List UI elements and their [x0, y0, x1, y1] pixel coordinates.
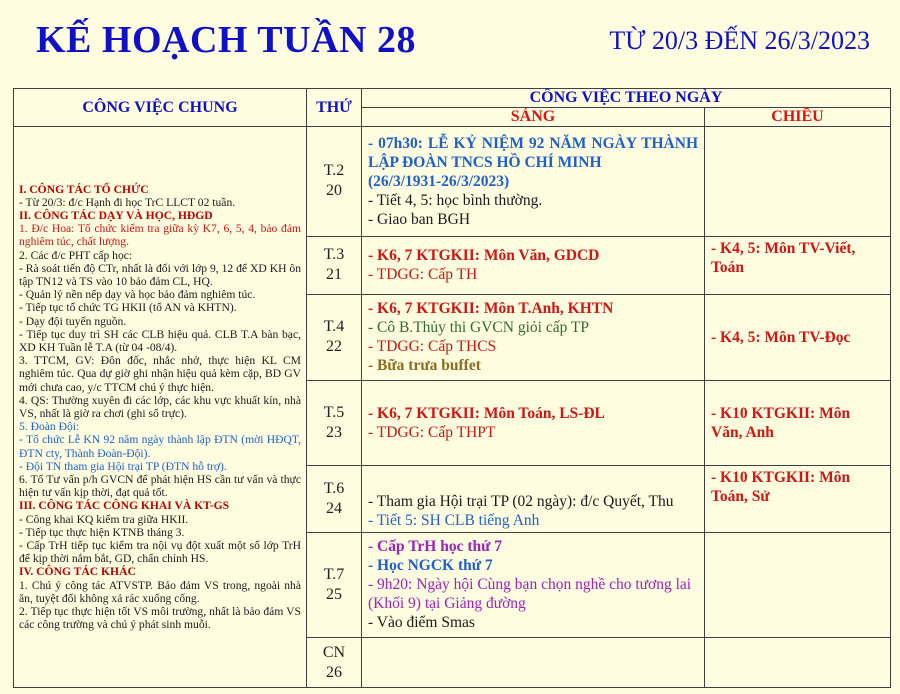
morning-task: - 9h20: Ngày hội Cùng bạn chọn nghề cho tương lai (Khối 9) tại Giảng đường [368, 576, 692, 613]
afternoon-cell [705, 465, 891, 532]
morning-task: - Tiết 4, 5: học bình thường. [368, 191, 543, 209]
general-tasks-cell [14, 127, 307, 688]
general-task-line: 1. Chú ý công tác ATVSTP. Bảo đảm VS trong, ngoài nhà ăn, tuyệt đối không xả rác xuống cống. [19, 578, 301, 605]
morning-task: - TDGG: Cấp THPT [368, 423, 496, 441]
day-cell [307, 465, 362, 532]
afternoon-task: - K4, 5: Môn TV-Viết, Toán [711, 239, 856, 276]
morning-header: SÁNG [362, 108, 705, 127]
general-task-line: - Rà soát tiến độ CTr, nhất là đối với lớp 9, 12 để XD KH ôn tập TN12 và TS vào 10 bảo đảm CL, HQ. [19, 261, 301, 288]
morning-cell [362, 465, 705, 532]
day-column-header: THỨ [307, 89, 362, 127]
general-task-line: - Tiếp tục tổ chức TG HKII (tổ AN và KHTN). [19, 301, 237, 315]
afternoon-cell [705, 127, 891, 237]
general-task-line: - Cấp TrH tiếp tục kiểm tra nội vụ đột xuất một số lớp TrH để kịp thời nắm bắt, GD, chấn chỉnh HS. [19, 539, 301, 566]
morning-task: - K6, 7 KTGKII: Môn T.Anh, KHTN [368, 300, 614, 318]
afternoon-cell [705, 380, 891, 465]
morning-task: - Giao ban BGH [368, 210, 471, 228]
morning-cell [362, 295, 705, 380]
general-task-line: - Dạy đội tuyển nguồn. [19, 314, 127, 328]
day-date: 24 [326, 499, 342, 517]
afternoon-cell [705, 638, 891, 688]
day-name: T.3 [323, 246, 345, 264]
general-task-line: - Tiếp tục duy trì SH các CLB hiệu quả. CLB T.A bàn bạc, XD KH Tuần lễ T.A (từ 04 -08/4). [19, 327, 301, 354]
general-task-line: - Từ 20/3: đ/c Hạnh đi học TrC LLCT 02 tuần. [19, 195, 236, 209]
afternoon-task: - K10 KTGKII: Môn Văn, Anh [711, 404, 851, 441]
day-date: 26 [326, 663, 342, 681]
morning-task: - K6, 7 KTGKII: Môn Toán, LS-ĐL [368, 404, 605, 422]
general-task-line: - Quản lý nền nếp dạy và học bảo đảm nghiêm túc. [19, 288, 256, 302]
page-title: KẾ HOẠCH TUẦN 28 [36, 19, 416, 61]
morning-task: - Cô B.Thủy thi GVCN giỏi cấp TP [368, 319, 590, 337]
general-section-heading: II. CÔNG TÁC DẠY VÀ HỌC, HĐGD [19, 208, 213, 222]
morning-task: - 07h30: LỄ KỶ NIỆM 92 NĂM NGÀY THÀNH LẬP ĐOÀN TNCS HỒ CHÍ MINH [368, 134, 698, 171]
afternoon-cell [705, 295, 891, 380]
afternoon-header: CHIỀU [705, 108, 891, 127]
morning-task: - Tham gia Hội trại TP (02 ngày): đ/c Quyết, Thu [368, 492, 674, 510]
general-task-line: 5. Đoàn Đội: [19, 420, 80, 434]
day-cell [307, 127, 362, 237]
afternoon-task: - K10 KTGKII: Môn Toán, Sử [711, 468, 851, 505]
general-task-line: 2. Các đ/c PHT cấp học: [19, 248, 133, 262]
morning-task: - TDGG: Cấp THCS [368, 338, 497, 356]
day-name: T.7 [323, 565, 345, 583]
morning-task: - Học NGCK thứ 7 [368, 557, 493, 575]
general-task-line: - Tổ chức Lễ KN 92 năm ngày thành lập ĐTN (mời HĐQT, ĐTN cty, Thành Đoàn-Đội). [19, 433, 301, 460]
day-cell [307, 295, 362, 380]
afternoon-cell [705, 532, 891, 638]
afternoon-cell [705, 236, 891, 295]
morning-cell [362, 532, 705, 638]
weekly-plan-table [13, 88, 891, 688]
day-cell [307, 638, 362, 688]
general-section-heading: I. CÔNG TÁC TỔ CHỨC [19, 182, 149, 196]
general-task-line: - Công khai KQ kiểm tra giữa HKII. [19, 512, 189, 526]
general-task-line: 6. Tổ Tư vấn p/h GVCN để phát hiện HS cần tư vấn và thực hiện tư vấn kịp thời, đạt quả tốt. [19, 473, 301, 500]
morning-cell [362, 638, 705, 688]
day-name: T.2 [323, 162, 345, 180]
general-task-line: - Đội TN tham gia Hội trại TP (ĐTN hỗ trợ). [19, 459, 227, 473]
daily-tasks-header: CÔNG VIỆC THEO NGÀY [362, 89, 891, 108]
day-date: 22 [326, 338, 342, 356]
afternoon-task: - K4, 5: Môn TV-Đọc [711, 328, 851, 346]
morning-task: - TDGG: Cấp TH [368, 266, 478, 284]
day-name: T.6 [323, 479, 345, 497]
morning-task: - Tiết 5: SH CLB tiếng Anh [368, 511, 540, 529]
morning-task: - K6, 7 KTGKII: Môn Văn, GDCD [368, 247, 600, 265]
general-section-heading: III. CÔNG TÁC CÔNG KHAI VÀ KT-GS [19, 499, 230, 513]
day-cell [307, 380, 362, 465]
day-cell [307, 532, 362, 638]
morning-cell [362, 380, 705, 465]
day-row [14, 127, 891, 237]
day-cell [307, 236, 362, 295]
day-date: 21 [326, 266, 342, 284]
general-task-line: - Tiếp tục thực hiện KTNB tháng 3. [19, 525, 185, 539]
day-name: T.4 [323, 318, 345, 336]
general-task-line: 2. Tiếp tục thực hiện tốt VS môi trường, nhất là bảo đảm VS các công trường và chú ý phát sinh muỗi. [19, 605, 301, 632]
day-name: CN [322, 643, 346, 661]
general-task-line: 3. TTCM, GV: Đôn đốc, nhắc nhở, thực hiện KL CM nghiêm túc. Qua dự giờ ghi nhận hiệu quả kèm cặp, BD GV mới chưa cao, y/c TTCM chú ý thực hiện. [19, 354, 301, 394]
day-date: 23 [326, 423, 342, 441]
general-section-heading: IV. CÔNG TÁC KHÁC [19, 565, 136, 579]
day-name: T.5 [323, 403, 345, 421]
morning-task: (26/3/1931-26/3/2023) [368, 172, 510, 190]
morning-task: - Bữa trưa buffet [368, 357, 481, 375]
day-date: 20 [326, 182, 342, 200]
date-range: TỪ 20/3 ĐẾN 26/3/2023 [609, 26, 870, 55]
general-tasks-header: CÔNG VIỆC CHUNG [14, 89, 307, 127]
morning-task: - Vào điểm Smas [368, 614, 475, 632]
day-date: 25 [326, 585, 342, 603]
morning-cell [362, 127, 705, 237]
morning-task: - Cấp TrH học thứ 7 [368, 538, 503, 556]
morning-cell [362, 236, 705, 295]
general-task-line: 1. Đ/c Hoa: Tổ chức kiểm tra giữa kỳ K7, 6, 5, 4, bảo đảm nghiêm túc, chất lượng. [19, 222, 301, 249]
general-task-line: 4. QS: Thường xuyên đi các lớp, các khu vực khuất kín, nhà VS, nhất là giờ ra chơi (ghi sổ trực). [19, 393, 301, 420]
